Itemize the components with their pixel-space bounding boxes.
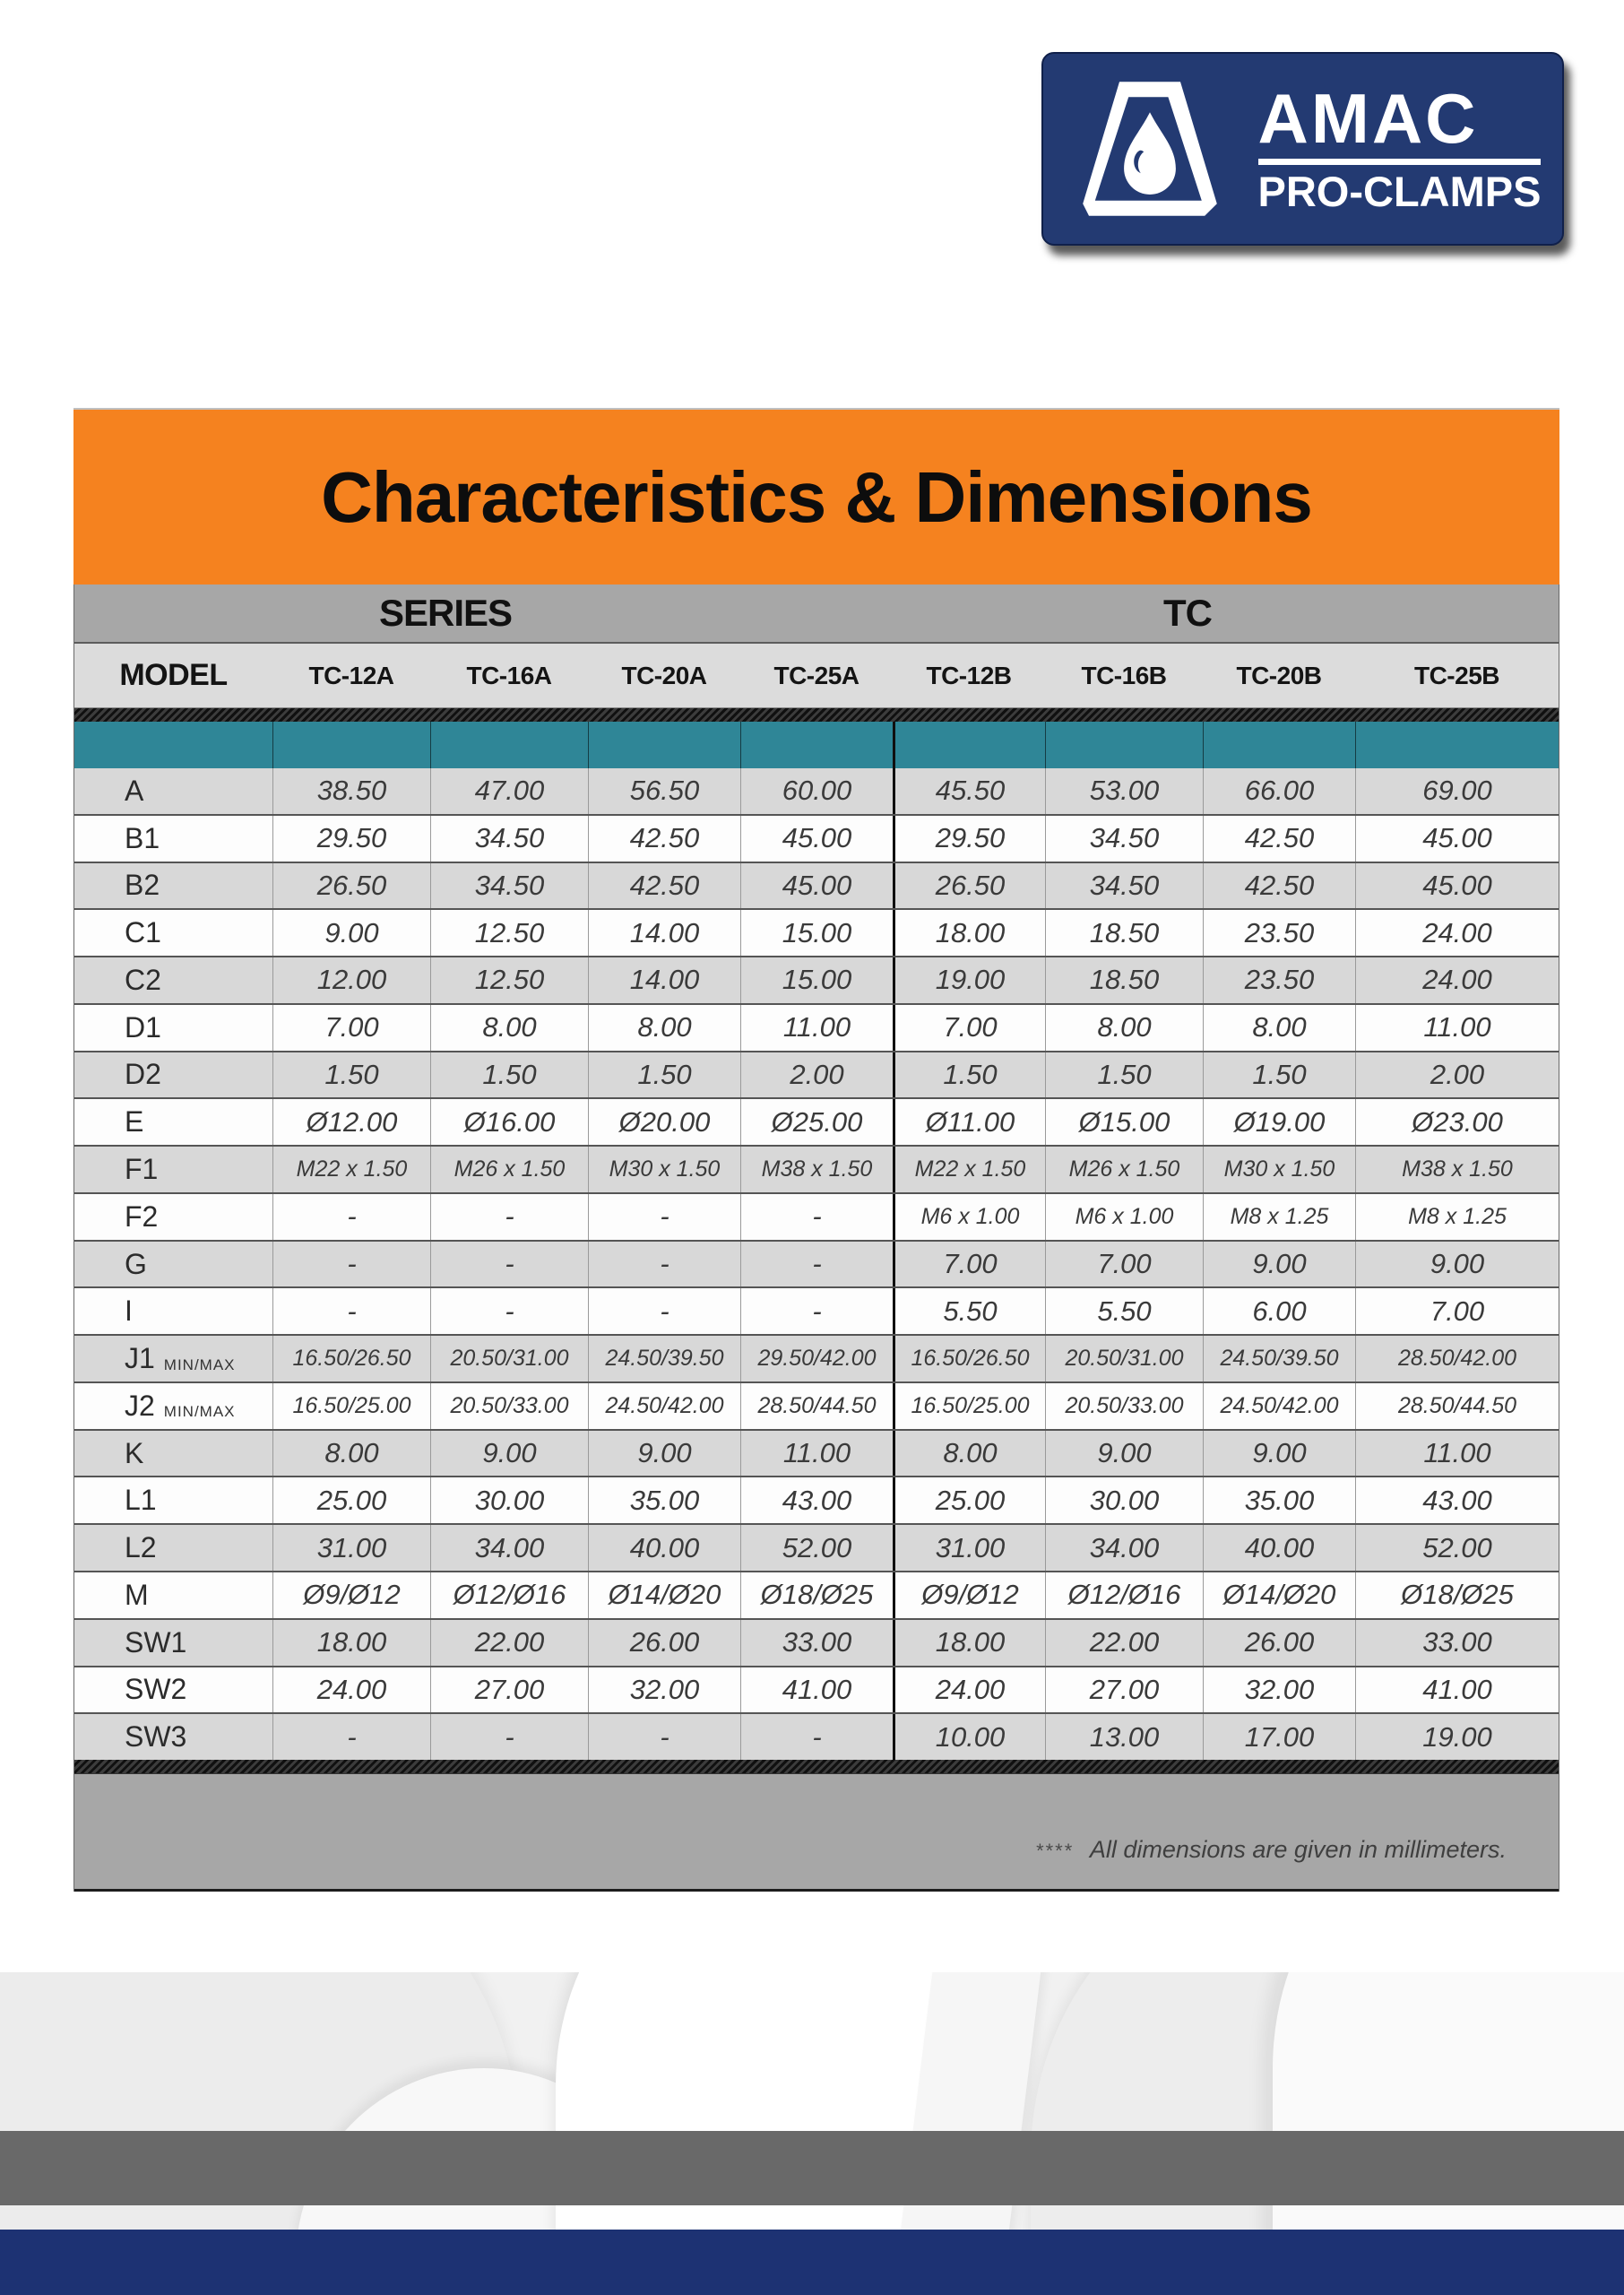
value-cell: M6 x 1.00 <box>893 1194 1045 1240</box>
value-cell: Ø9/Ø12 <box>893 1572 1045 1618</box>
value-cell: 12.50 <box>430 957 588 1003</box>
row-label: F1 <box>125 1153 159 1185</box>
value-cell: 16.50/25.00 <box>272 1383 430 1429</box>
value-cell: M22 x 1.50 <box>893 1147 1045 1192</box>
value-cell: 7.00 <box>1355 1288 1559 1334</box>
value-cell: 15.00 <box>740 957 893 1003</box>
value-cell: 23.50 <box>1203 910 1355 956</box>
value-cell: 10.00 <box>893 1714 1045 1760</box>
value-cell: 20.50/33.00 <box>1045 1383 1203 1429</box>
value-cell: - <box>740 1194 893 1240</box>
value-cell: 28.50/44.50 <box>740 1383 893 1429</box>
value-cell: 45.50 <box>893 768 1045 814</box>
row-label: L1 <box>125 1484 157 1517</box>
value-cell: 42.50 <box>1203 863 1355 909</box>
table-body <box>74 768 1559 1760</box>
value-cell: 69.00 <box>1355 768 1559 814</box>
value-cell: - <box>588 1288 740 1334</box>
value-cell: Ø12/Ø16 <box>430 1572 588 1618</box>
value-cell: - <box>740 1242 893 1287</box>
value-cell: Ø12/Ø16 <box>1045 1572 1203 1618</box>
teal-cell <box>1045 722 1203 768</box>
value-cell: 42.50 <box>588 863 740 909</box>
value-cell: 9.00 <box>1045 1431 1203 1477</box>
value-cell: 24.00 <box>1355 957 1559 1003</box>
value-cell: 42.50 <box>588 816 740 862</box>
value-cell: 33.00 <box>1355 1620 1559 1666</box>
value-cell: M30 x 1.50 <box>1203 1147 1355 1192</box>
value-cell: 8.00 <box>1045 1005 1203 1051</box>
value-cell: 22.00 <box>1045 1620 1203 1666</box>
column-header-tc-16a: TC-16A <box>466 661 552 689</box>
value-cell: 25.00 <box>272 1477 430 1523</box>
row-label: G <box>125 1247 147 1280</box>
value-cell: M26 x 1.50 <box>1045 1147 1203 1192</box>
value-cell: - <box>588 1194 740 1240</box>
value-cell: 1.50 <box>430 1052 588 1098</box>
teal-cell <box>740 722 893 768</box>
column-header-tc-25b: TC-25B <box>1413 661 1499 689</box>
table-row-b2 <box>74 862 1559 909</box>
value-cell: 6.00 <box>1203 1288 1355 1334</box>
hatch-divider-bottom <box>74 1760 1559 1773</box>
table-footer <box>74 1773 1559 1892</box>
value-cell: Ø23.00 <box>1355 1099 1559 1145</box>
value-cell: 19.00 <box>893 957 1045 1003</box>
row-label: SW3 <box>125 1720 187 1754</box>
value-cell: 7.00 <box>893 1005 1045 1051</box>
value-cell: 26.00 <box>1203 1620 1355 1666</box>
table-row-a <box>74 768 1559 814</box>
value-cell: 2.00 <box>740 1052 893 1098</box>
teal-cell <box>1355 722 1559 768</box>
value-cell: 34.50 <box>1045 863 1203 909</box>
row-label: SW1 <box>125 1625 187 1658</box>
value-cell: M22 x 1.50 <box>272 1147 430 1192</box>
value-cell: 1.50 <box>1203 1052 1355 1098</box>
value-cell: 40.00 <box>1203 1525 1355 1571</box>
amac-logo <box>1041 52 1564 246</box>
value-cell: M6 x 1.00 <box>1045 1194 1203 1240</box>
row-label: I <box>125 1295 133 1328</box>
footnote <box>1036 1836 1507 1864</box>
value-cell: 53.00 <box>1045 768 1203 814</box>
series-band <box>74 585 1559 644</box>
table-row-e <box>74 1097 1559 1145</box>
row-label: F2 <box>125 1199 159 1233</box>
value-cell: 18.00 <box>893 1620 1045 1666</box>
value-cell: 29.50 <box>272 816 430 862</box>
value-cell: 35.00 <box>1203 1477 1355 1523</box>
value-cell: 7.00 <box>893 1242 1045 1287</box>
value-cell: 41.00 <box>1355 1667 1559 1713</box>
teal-spacer-row <box>74 722 1559 768</box>
value-cell: 26.50 <box>272 863 430 909</box>
value-cell: Ø16.00 <box>430 1099 588 1145</box>
value-cell: - <box>740 1714 893 1760</box>
logo-brand-name: AMAC <box>1257 78 1479 158</box>
value-cell: Ø14/Ø20 <box>1203 1572 1355 1618</box>
value-cell: 9.00 <box>1355 1242 1559 1287</box>
value-cell: 30.00 <box>430 1477 588 1523</box>
value-cell: 17.00 <box>1203 1714 1355 1760</box>
value-cell: 1.50 <box>272 1052 430 1098</box>
value-cell: 24.50/39.50 <box>1203 1336 1355 1381</box>
logo-text-block <box>1257 78 1542 216</box>
row-label: B2 <box>125 869 160 902</box>
table-row-l1 <box>74 1476 1559 1523</box>
value-cell: 9.00 <box>1203 1431 1355 1477</box>
value-cell: 16.50/26.50 <box>893 1336 1045 1381</box>
value-cell: 14.00 <box>588 910 740 956</box>
value-cell: 26.50 <box>893 863 1045 909</box>
value-cell: - <box>272 1194 430 1240</box>
page-title: Characteristics & Dimensions <box>321 456 1312 537</box>
row-label: L2 <box>125 1531 157 1564</box>
row-label: A <box>125 774 144 807</box>
value-cell: 24.50/42.00 <box>588 1383 740 1429</box>
value-cell: 28.50/42.00 <box>1355 1336 1559 1381</box>
value-cell: 8.00 <box>588 1005 740 1051</box>
value-cell: 31.00 <box>272 1525 430 1571</box>
teal-cell <box>74 722 272 768</box>
value-cell: Ø9/Ø12 <box>272 1572 430 1618</box>
value-cell: Ø11.00 <box>893 1099 1045 1145</box>
title-banner <box>73 408 1559 585</box>
column-header-tc-16b: TC-16B <box>1081 661 1167 689</box>
value-cell: 20.50/31.00 <box>1045 1336 1203 1381</box>
row-label: B1 <box>125 821 160 854</box>
value-cell: 2.00 <box>1355 1052 1559 1098</box>
value-cell: 42.50 <box>1203 816 1355 862</box>
value-cell: 11.00 <box>740 1005 893 1051</box>
row-label: M <box>125 1578 149 1611</box>
value-cell: - <box>588 1714 740 1760</box>
value-cell: - <box>272 1242 430 1287</box>
value-cell: 12.50 <box>430 910 588 956</box>
value-cell: 1.50 <box>1045 1052 1203 1098</box>
value-cell: 41.00 <box>740 1667 893 1713</box>
value-cell: M38 x 1.50 <box>1355 1147 1559 1192</box>
content-column <box>73 408 1559 1892</box>
value-cell: Ø12.00 <box>272 1099 430 1145</box>
logo-subtitle: PRO-CLAMPS <box>1257 168 1542 216</box>
column-header-tc-20a: TC-20A <box>621 661 707 689</box>
value-cell: 11.00 <box>1355 1431 1559 1477</box>
value-cell: 9.00 <box>1203 1242 1355 1287</box>
value-cell: - <box>740 1288 893 1334</box>
bottom-gray-band <box>0 2131 1624 2205</box>
row-label: J2 MIN/MAX <box>125 1389 236 1422</box>
value-cell: 29.50/42.00 <box>740 1336 893 1381</box>
table-row-j2 <box>74 1381 1559 1429</box>
value-cell: 20.50/31.00 <box>430 1336 588 1381</box>
value-cell: - <box>272 1288 430 1334</box>
value-cell: 32.00 <box>1203 1667 1355 1713</box>
table-row-d2 <box>74 1051 1559 1098</box>
footnote-stars: **** <box>1036 1840 1075 1862</box>
value-cell: 12.00 <box>272 957 430 1003</box>
value-cell: 8.00 <box>272 1431 430 1477</box>
value-cell: 15.00 <box>740 910 893 956</box>
value-cell: 18.00 <box>893 910 1045 956</box>
value-cell: 24.00 <box>272 1667 430 1713</box>
value-cell: Ø18/Ø25 <box>740 1572 893 1618</box>
row-label: C1 <box>125 916 161 949</box>
bottom-navy-band <box>0 2230 1624 2295</box>
table-row-b1 <box>74 814 1559 862</box>
value-cell: 66.00 <box>1203 768 1355 814</box>
value-cell: 24.50/39.50 <box>588 1336 740 1381</box>
value-cell: Ø20.00 <box>588 1099 740 1145</box>
row-label: K <box>125 1436 144 1469</box>
value-cell: - <box>430 1288 588 1334</box>
value-cell: 34.00 <box>1045 1525 1203 1571</box>
value-cell: 19.00 <box>1355 1714 1559 1760</box>
value-cell: Ø25.00 <box>740 1099 893 1145</box>
model-column-header: MODEL <box>119 658 228 692</box>
value-cell: 25.00 <box>893 1477 1045 1523</box>
teal-cell <box>893 722 1045 768</box>
value-cell: 31.00 <box>893 1525 1045 1571</box>
value-cell: 45.00 <box>740 863 893 909</box>
value-cell: 24.50/42.00 <box>1203 1383 1355 1429</box>
value-cell: 16.50/26.50 <box>272 1336 430 1381</box>
table-row-f2 <box>74 1192 1559 1240</box>
value-cell: - <box>430 1242 588 1287</box>
footnote-text: All dimensions are given in millimeters. <box>1089 1836 1507 1863</box>
value-cell: 13.00 <box>1045 1714 1203 1760</box>
value-cell: 26.00 <box>588 1620 740 1666</box>
value-cell: 60.00 <box>740 768 893 814</box>
value-cell: 45.00 <box>740 816 893 862</box>
value-cell: 20.50/33.00 <box>430 1383 588 1429</box>
value-cell: Ø15.00 <box>1045 1099 1203 1145</box>
value-cell: - <box>430 1714 588 1760</box>
value-cell: 30.00 <box>1045 1477 1203 1523</box>
value-cell: - <box>430 1194 588 1240</box>
value-cell: 1.50 <box>588 1052 740 1098</box>
value-cell: 35.00 <box>588 1477 740 1523</box>
value-cell: 43.00 <box>740 1477 893 1523</box>
value-cell: 11.00 <box>1355 1005 1559 1051</box>
value-cell: 29.50 <box>893 816 1045 862</box>
value-cell: 43.00 <box>1355 1477 1559 1523</box>
column-header-tc-12b: TC-12B <box>926 661 1012 689</box>
value-cell: 18.00 <box>272 1620 430 1666</box>
table-row-sw2 <box>74 1666 1559 1713</box>
value-cell: 40.00 <box>588 1525 740 1571</box>
teal-cell <box>272 722 430 768</box>
value-cell: 52.00 <box>740 1525 893 1571</box>
value-cell: Ø19.00 <box>1203 1099 1355 1145</box>
value-cell: 27.00 <box>1045 1667 1203 1713</box>
value-cell: - <box>272 1714 430 1760</box>
table-row-g <box>74 1240 1559 1287</box>
value-cell: 14.00 <box>588 957 740 1003</box>
logo-underline <box>1258 159 1542 165</box>
row-label: SW2 <box>125 1673 187 1706</box>
teal-cell <box>1203 722 1355 768</box>
value-cell: 23.50 <box>1203 957 1355 1003</box>
value-cell: 8.00 <box>430 1005 588 1051</box>
value-cell: 27.00 <box>430 1667 588 1713</box>
table-row-k <box>74 1429 1559 1477</box>
value-cell: 9.00 <box>272 910 430 956</box>
row-label: D1 <box>125 1010 161 1044</box>
value-cell: 45.00 <box>1355 816 1559 862</box>
value-cell: - <box>588 1242 740 1287</box>
value-cell: 47.00 <box>430 768 588 814</box>
value-cell: M8 x 1.25 <box>1355 1194 1559 1240</box>
table-row-i <box>74 1286 1559 1334</box>
value-cell: 24.00 <box>1355 910 1559 956</box>
amac-a-droplet-icon <box>1065 73 1235 225</box>
value-cell: Ø14/Ø20 <box>588 1572 740 1618</box>
value-cell: 52.00 <box>1355 1525 1559 1571</box>
value-cell: 9.00 <box>588 1431 740 1477</box>
value-cell: 33.00 <box>740 1620 893 1666</box>
row-label: J1 MIN/MAX <box>125 1342 236 1375</box>
value-cell: 34.50 <box>430 863 588 909</box>
table-row-m <box>74 1571 1559 1618</box>
table-row-c1 <box>74 908 1559 956</box>
value-cell: 28.50/44.50 <box>1355 1383 1559 1429</box>
value-cell: 34.50 <box>1045 816 1203 862</box>
table-row-sw1 <box>74 1618 1559 1666</box>
value-cell: 18.50 <box>1045 957 1203 1003</box>
table-row-j1 <box>74 1334 1559 1381</box>
table-row-sw3 <box>74 1712 1559 1760</box>
value-cell: 5.50 <box>893 1288 1045 1334</box>
column-header-tc-25a: TC-25A <box>773 661 860 689</box>
value-cell: 45.00 <box>1355 863 1559 909</box>
value-cell: M30 x 1.50 <box>588 1147 740 1192</box>
value-cell: M38 x 1.50 <box>740 1147 893 1192</box>
value-cell: 56.50 <box>588 768 740 814</box>
table-row-c2 <box>74 956 1559 1003</box>
value-cell: 11.00 <box>740 1431 893 1477</box>
value-cell: 9.00 <box>430 1431 588 1477</box>
value-cell: 8.00 <box>893 1431 1045 1477</box>
value-cell: 7.00 <box>1045 1242 1203 1287</box>
row-label-sub: MIN/MAX <box>163 1403 236 1421</box>
value-cell: 22.00 <box>430 1620 588 1666</box>
value-cell: 32.00 <box>588 1667 740 1713</box>
value-cell: 34.00 <box>430 1525 588 1571</box>
hatch-divider-top <box>74 708 1559 722</box>
row-label-sub: MIN/MAX <box>163 1355 236 1373</box>
column-header-tc-12a: TC-12A <box>308 661 394 689</box>
value-cell: 1.50 <box>893 1052 1045 1098</box>
value-cell: 5.50 <box>1045 1288 1203 1334</box>
table-row-d1 <box>74 1003 1559 1051</box>
value-cell: 18.50 <box>1045 910 1203 956</box>
row-label: C2 <box>125 963 161 996</box>
series-value: TC <box>1163 592 1212 634</box>
value-cell: Ø18/Ø25 <box>1355 1572 1559 1618</box>
value-cell: M8 x 1.25 <box>1203 1194 1355 1240</box>
column-header-tc-20b: TC-20B <box>1236 661 1322 689</box>
value-cell: 16.50/25.00 <box>893 1383 1045 1429</box>
value-cell: 24.00 <box>893 1667 1045 1713</box>
series-label: SERIES <box>378 592 513 634</box>
table-header-row <box>74 644 1559 708</box>
value-cell: 7.00 <box>272 1005 430 1051</box>
row-label: D2 <box>125 1058 161 1091</box>
table-row-l2 <box>74 1523 1559 1571</box>
dimensions-table <box>73 585 1559 1892</box>
value-cell: 8.00 <box>1203 1005 1355 1051</box>
table-row-f1 <box>74 1145 1559 1192</box>
value-cell: 38.50 <box>272 768 430 814</box>
teal-cell <box>430 722 588 768</box>
value-cell: M26 x 1.50 <box>430 1147 588 1192</box>
teal-cell <box>588 722 740 768</box>
row-label: E <box>125 1105 144 1139</box>
value-cell: 34.50 <box>430 816 588 862</box>
